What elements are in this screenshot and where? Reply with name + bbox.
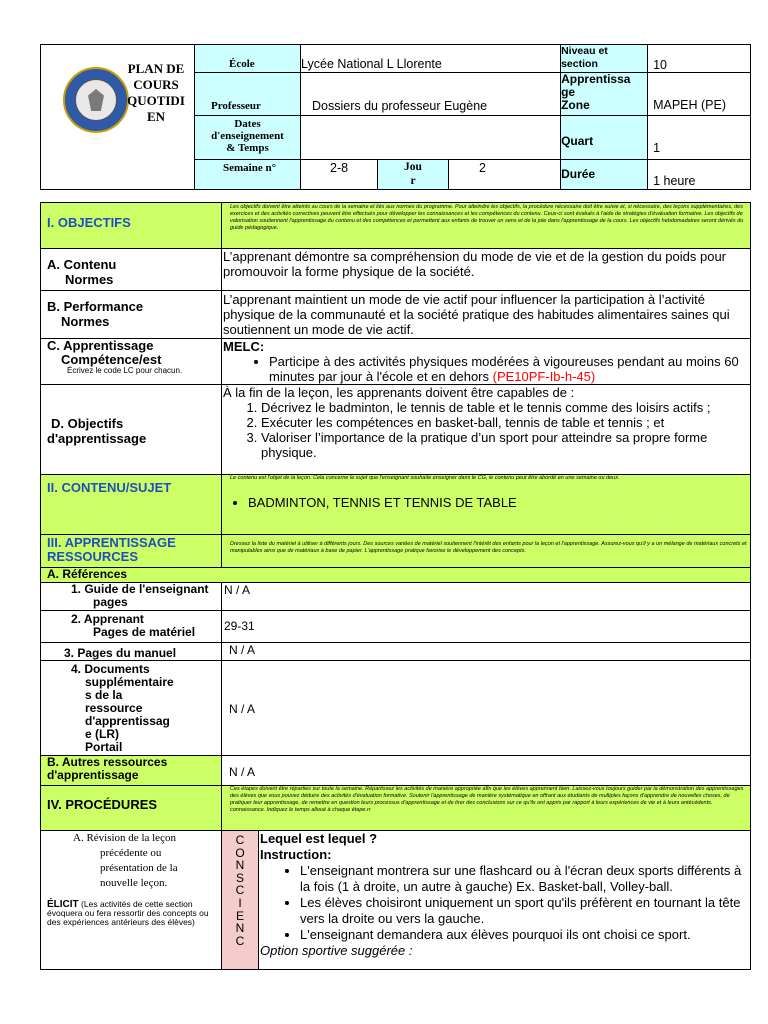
professeur-value: Dossiers du professeur Eugène (301, 73, 561, 116)
duree-value: 1 heure (648, 160, 751, 190)
semaine-value: 2-8 (301, 160, 378, 190)
objectifs-list (223, 400, 750, 460)
niveau-label: Niveau et section (561, 45, 648, 73)
conscience-vertical-label: C O N S C I E N C (222, 831, 259, 970)
list-item: • Les élèves choisiront uniquement un sport qu'ils préfèrent en tournant la tête vers la droite ou vers la gauche. (300, 895, 750, 927)
competence-list (223, 354, 750, 384)
competence-label: C. Apprentissage Compétence/est Écrivez le code LC pour chacun. (41, 339, 222, 385)
list-item: • BADMINTON, TENNIS ET TENNIS DE TABLE (248, 495, 750, 510)
guide-enseignant-value: N / A (222, 583, 751, 611)
dates-value (301, 116, 561, 160)
jour-value: 2 (449, 160, 561, 190)
revision-label: A. Révision de la leçon précédente ou présentation de la nouvelle leçon. (73, 832, 178, 889)
header-logo-cell (41, 45, 195, 190)
apprentissage-label: Apprentissa ge Zone (561, 73, 648, 116)
quart-value: 1 (648, 116, 751, 160)
manuel-value: N / A (222, 643, 751, 661)
contenu-normes-text: L’apprenant démontre sa compréhension du mode de vie et de la gestion du poids pour promouvoir la forme physique de la société. (222, 249, 751, 291)
competence-content: MELC: • Participe à des activités physiques modérées à vigoureuses pendant au moins 60 minutes par jour à l'école et en dehors (PE10PF-Ib-h-45) (222, 339, 751, 385)
quart-label: Quart (561, 116, 648, 160)
contenu-normes-label: A. Contenu Normes (41, 249, 222, 291)
documents-label: 4. Documents supplémentaire s de la ressource d'apprentissag e (LR) Portail (41, 661, 222, 756)
deped-seal-icon (63, 67, 129, 133)
dates-label: Dates d'enseignement & Temps (195, 116, 301, 160)
references-heading: A. Références (41, 568, 751, 583)
ecole-label: École (195, 45, 301, 73)
list-item: • L'enseignant demandera aux élèves pourquoi ils ont choisi ce sport. (300, 927, 750, 943)
manuel-label: 3. Pages du manuel (41, 643, 222, 661)
ressources-heading: III. APPRENTISSAGE RESSOURCES (41, 535, 222, 568)
semaine-label: Semaine n° (195, 160, 301, 190)
list-item: 2. Exécuter les compétences en basket-ball, tennis de table et tennis ; et (261, 415, 750, 430)
list-item: • L'enseignant montrera sur une flashcard ou à l'écran deux sports différents à la fois (1 à droite, un autre à gauche) Ex. Basket-ball, Volley-ball. (300, 863, 750, 895)
documents-value: N / A (222, 661, 751, 756)
objectifs-apprentissage-label: D. Objectifs d'apprentissage (41, 385, 222, 475)
professeur-label: Professeur (195, 73, 301, 116)
niveau-value: 10 (648, 45, 751, 73)
apprenant-value: 29-31 (222, 611, 751, 643)
ecole-value: Lycée National L Llorente (301, 45, 561, 73)
apprenant-label: 2. Apprenant Pages de matériel (41, 611, 222, 643)
autres-ressources-value: N / A (222, 756, 751, 786)
elicit-note: ÉLICIT (Les activités de cette section évoquera ou fera ressortir des concepts ou des expériences antérieurs des élèves) (47, 899, 209, 927)
jour-label: Jou r (378, 160, 449, 190)
list-item: 1. Décrivez le badminton, le tennis de table et le tennis comme des loisirs actifs ; (261, 400, 750, 415)
objectifs-heading: I. OBJECTIFS (41, 203, 222, 249)
revision-label-cell (41, 831, 222, 970)
duree-label: Durée (561, 160, 648, 190)
header-table (40, 44, 751, 190)
ressources-note: Dressez la liste du matériel à utiliser à différents jours. Des sources variées de matériel soutiennent l'intérêt des enfants pour la leçon et l'apprentissage. Assurez-vous qu'il y a un mélange de matériaux concrets et manipulables ainsi que de matériaux à base de papier. L'apprentissage pratique favorise le développement des concepts. (222, 535, 751, 568)
performance-normes-text: L’apprenant maintient un mode de vie actif pour influencer la participation à l’activité physique de la communauté et la société pratique des habitudes alimentaires saines qui soutiennent un mode de vie actif. (222, 291, 751, 339)
procedure-list (260, 863, 750, 943)
page-title: PLAN DE COURS QUOTIDI EN (127, 61, 185, 124)
guide-enseignant-label: 1. Guide de l'enseignant pages (41, 583, 222, 611)
procedures-note: Ces étapes doivent être réparties sur toute la semaine. Répartissez les activités de manière appropriée afin que les élèves apprennent bien. Laissez-vous toujours guider par la démonstration des apprentissages des élèves que vous pouvez déduire des activités d'évaluation formative. Soutenir l'apprentissage de manière systématique en offrant aux étudiants de multiples façons d'apprendre de nouvelles choses, de pratiquer leur apprentissage, de remettre en question leurs processus d'apprentissage et de tirer des conclusions sur ce qu'ils ont appris par rapport à leurs expériences de vie et à leurs antécédents. connaissance. Indiquez le temps alloué à chaque étape.rr (222, 786, 751, 831)
procedure-content: Lequel est lequel ? Instruction: • L'enseignant montrera sur une flashcard ou à l'écran deux sports différents à la fois (1 à droite, un autre à gauche) Ex. Basket-ball, Volley-ball. • Les élèves choisiront uniquement un sport qu'ils préfèrent en tournant la tête vers la droite ou vers la gauche. • L'enseignant demandera aux élèves pourquoi ils ont choisi ce sport. Option sportive suggérée : (259, 831, 751, 970)
contenu-list (230, 495, 750, 510)
apprentissage-value: MAPEH (PE) (648, 73, 751, 116)
lesson-table (40, 202, 751, 970)
contenu-content: Le contenu est l'objet de la leçon. Cela concerne le sujet que l'enseignant souhaite enseigner dans le CG, le contenu peut être abordé en une semaine ou deux. • BADMINTON, TENNIS ET TENNIS DE TABLE (222, 475, 751, 535)
procedures-heading: IV. PROCÉDURES (41, 786, 222, 831)
performance-normes-label: B. Performance Normes (41, 291, 222, 339)
contenu-heading: II. CONTENU/SUJET (41, 475, 222, 535)
list-item: • Participe à des activités physiques modérées à vigoureuses pendant au moins 60 minutes par jour à l'école et en dehors (PE10PF-Ib-h-45) (269, 354, 750, 384)
objectifs-apprentissage-content: À la fin de la leçon, les apprenants doivent être capables de : 1. Décrivez le badminton, le tennis de table et le tennis comme des loisirs actifs ; 2. Exécuter les compétences en basket-ball, tennis de table et tennis ; et 3. Valoriser l’importance de la pratique d’un sport pour atteindre sa propre forme physique. (222, 385, 751, 475)
autres-ressources-label: B. Autres ressources d'apprentissage (41, 756, 222, 786)
objectifs-note: Les objectifs doivent être atteints au cours de la semaine et liés aux normes du programme. Pour atteindre les objectifs, la procédure nécessaire doit être suivie et, si nécessaire, des leçons supplémentaires, des exercices et des activités correctives peuvent être effectués pour développer les connaissances et les compétences du contenu. Ceux-ci sont évalués à l'aide de stratégies d'évaluation formative. Les objectifs de valorisation soutiennent l'apprentissage du contenu et des compétences et permettent aux enfants de trouver un sens et de la joie dans l'apprentissage de la cours. Les objectifs hebdomadaires seront dérivés du guide pédagogique. (222, 203, 751, 249)
list-item: 3. Valoriser l’importance de la pratique d’un sport pour atteindre sa propre forme physique. (261, 430, 750, 460)
